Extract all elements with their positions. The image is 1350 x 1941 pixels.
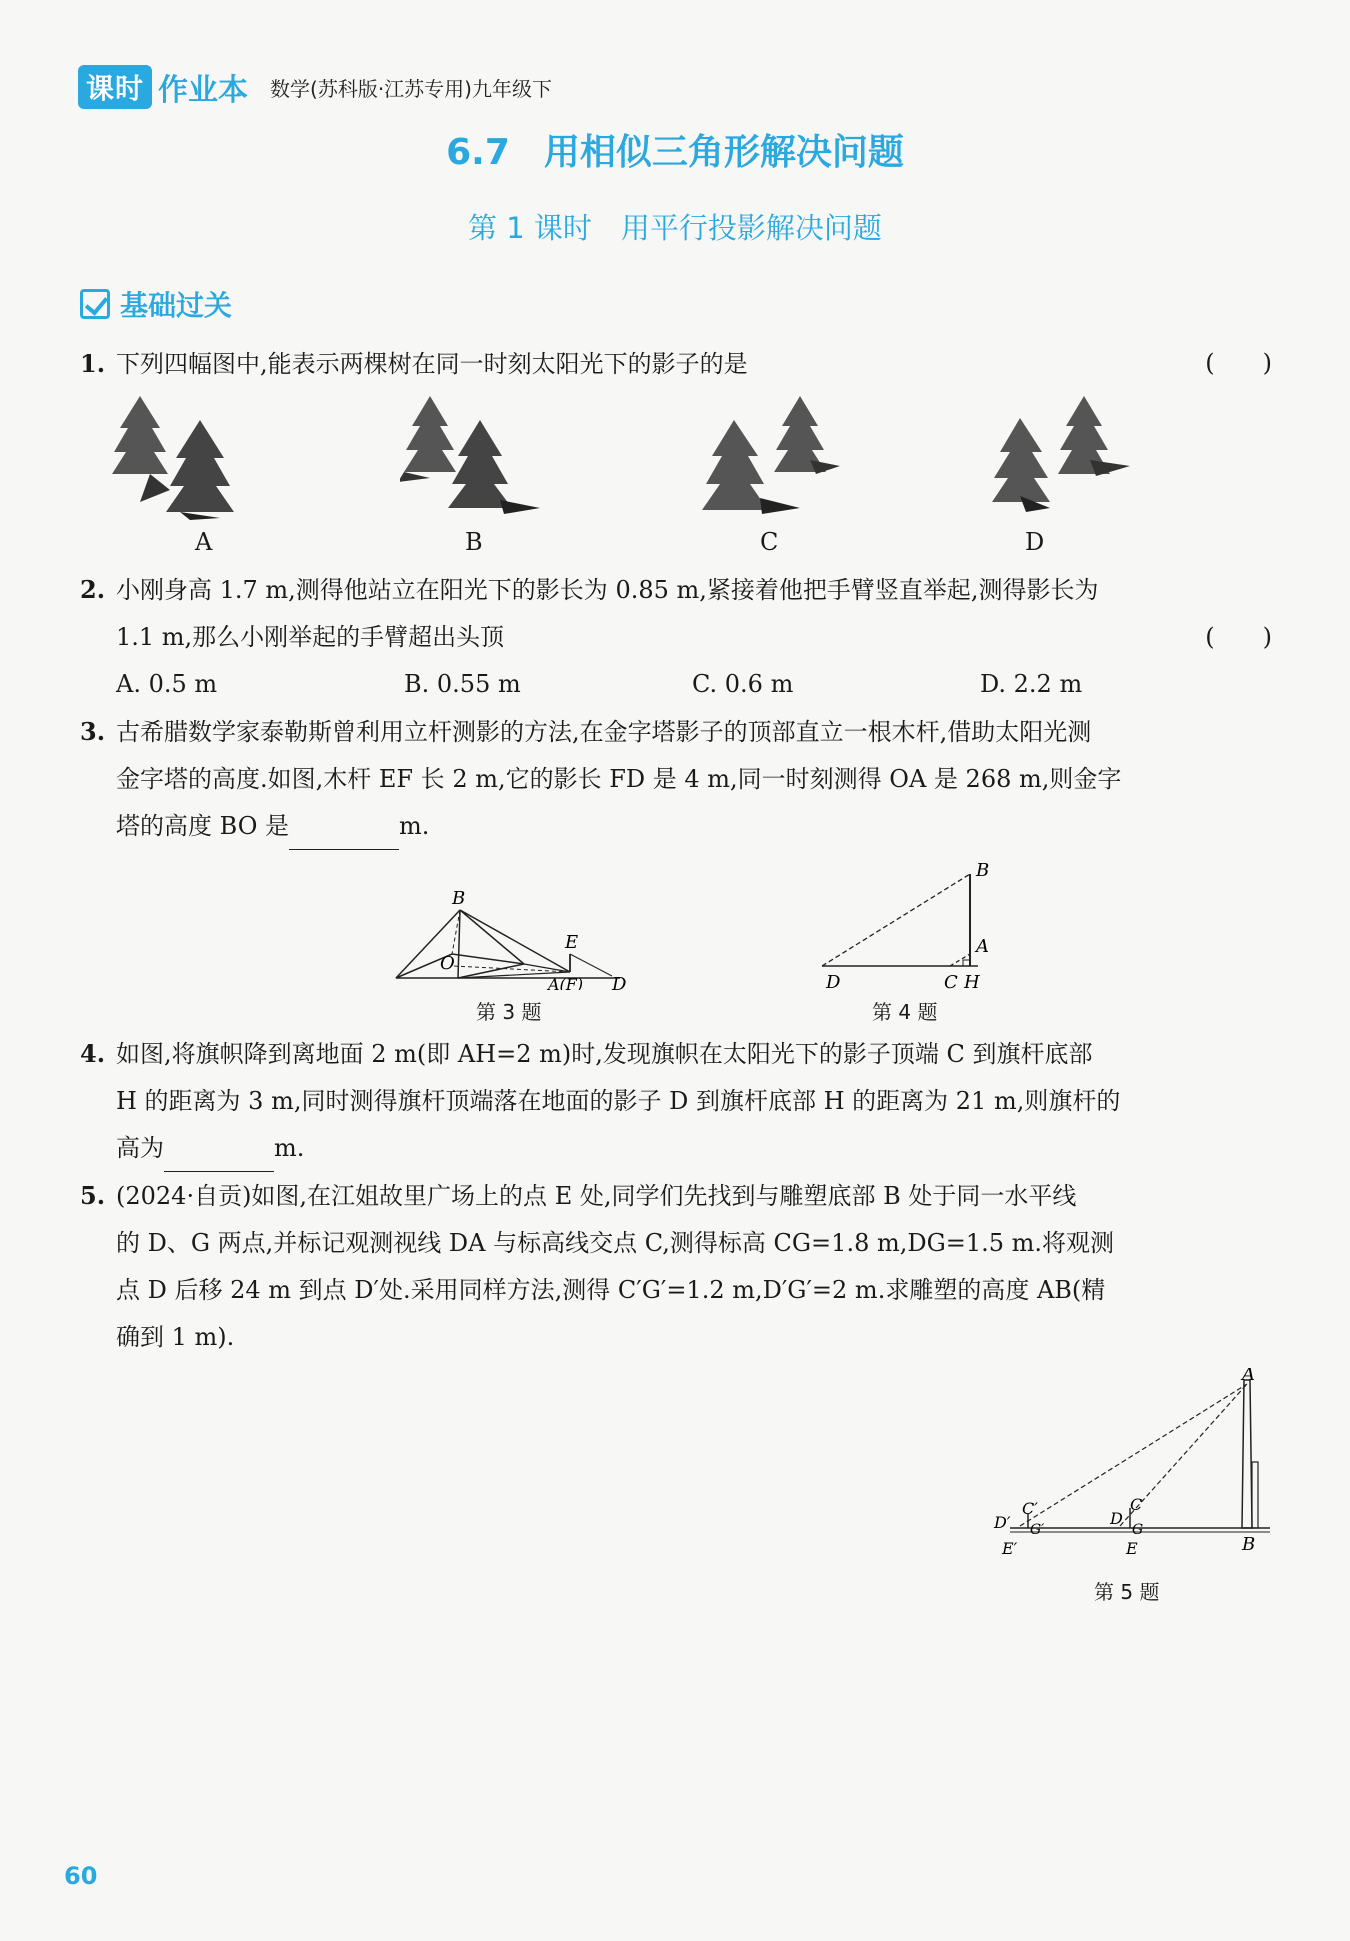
label-e: E [1126, 1539, 1138, 1558]
checkbox-icon [80, 289, 110, 319]
lesson-subtitle: 第 1 课时 用平行投影解决问题 [468, 211, 882, 245]
label-o: O [440, 953, 455, 974]
question-text: 下列四幅图中,能表示两棵树在同一时刻太阳光下的影子的是 [116, 350, 748, 378]
label-g-prime: G′ [1030, 1522, 1045, 1538]
label-b: B [1242, 1534, 1256, 1555]
label-af: A(F) [548, 975, 584, 990]
trees-icon [110, 390, 310, 520]
trees-icon [980, 390, 1180, 520]
sculpture-diagram [980, 1368, 1280, 1568]
label-c: C [1130, 1495, 1143, 1514]
question-text-line2: H 的距离为 3 m,同时测得旗杆顶端落在地面的影子 D 到旗杆底部 H 的距离为 21 m,则旗杆的 [116, 1087, 1121, 1115]
answer-blank[interactable] [289, 819, 399, 850]
flagpole-diagram [810, 856, 1010, 996]
figure-4-caption: 第 4 题 [872, 1000, 938, 1024]
option-d: D. 2.2 m [980, 670, 1083, 698]
label-e: E [565, 932, 579, 953]
logo: 课时 [78, 65, 152, 109]
question-2 [80, 566, 1272, 708]
option-a: A. 0.5 m [116, 670, 218, 698]
label-c-prime: C′ [1022, 1499, 1038, 1518]
figure-3-caption: 第 3 题 [476, 1000, 542, 1024]
lesson-title-text: 用相似三角形解决问题 [543, 132, 904, 173]
question-text-line1: 古希腊数学家泰勒斯曾利用立杆测影的方法,在金字塔影子的顶部直立一根木杆,借助太阳光测 [116, 718, 1092, 746]
tree-option-d [980, 390, 1240, 560]
page-number: 60 [64, 1862, 98, 1890]
question-text-line2: 金字塔的高度.如图,木杆 EF 长 2 m,它的影长 FD 是 4 m,同一时刻测得 OA 是 268 m,则金字 [116, 765, 1122, 793]
question-5 [80, 1172, 1272, 1361]
pyramid-diagram [390, 880, 630, 990]
label-b: B [452, 888, 466, 909]
question-text-line3: 塔的高度 BO 是 [116, 812, 290, 840]
question-number: 2. [80, 575, 106, 604]
options-row [80, 661, 1272, 708]
unit: m. [274, 1134, 305, 1162]
tree-option-c [690, 390, 950, 560]
question-number: 3. [80, 717, 106, 746]
question-number: 1. [80, 349, 106, 378]
book-header [78, 64, 552, 110]
question-text-line1: (2024·自贡)如图,在江姐故里广场上的点 E 处,同学们先找到与雕塑底部 B 处于同一水平线 [116, 1182, 1077, 1210]
label-d-prime: D′ [994, 1513, 1011, 1532]
question-number: 4. [80, 1039, 106, 1068]
option-b: B. 0.55 m [404, 670, 521, 698]
option-label: B [465, 528, 483, 556]
answer-paren: ( ) [1205, 623, 1272, 651]
answer-blank[interactable] [164, 1141, 274, 1172]
unit: m. [399, 812, 430, 840]
question-text-line2: 的 D、G 两点,并标记观测视线 DA 与标高线交点 C,测得标高 CG=1.8 m,DG=1.5 m.将观测 [116, 1229, 1115, 1257]
question-text-line2: 1.1 m,那么小刚举起的手臂超出头顶 [116, 623, 505, 651]
question-number: 5. [80, 1181, 106, 1210]
lesson-number: 6.7 [446, 132, 510, 173]
figure-3 [390, 880, 630, 994]
tree-option-a [110, 390, 370, 560]
question-text-line1: 小刚身高 1.7 m,测得他站立在阳光下的影长为 0.85 m,紧接着他把手臂竖直举起,测得影长为 [116, 576, 1099, 604]
label-a: A [1242, 1368, 1255, 1385]
section-heading [80, 284, 232, 324]
logo-text: 作业本 [158, 73, 249, 108]
question-text-line3: 高为 [116, 1134, 164, 1162]
option-label: A [195, 528, 213, 556]
answer-paren: ( ) [1205, 349, 1272, 377]
question-4 [80, 1030, 1272, 1172]
question-text-line1: 如图,将旗帜降到离地面 2 m(即 AH=2 m)时,发现旗帜在太阳光下的影子顶端 C 到旗杆底部 [116, 1040, 1093, 1068]
book-info: 数学(苏科版·江苏专用)九年级下 [270, 76, 552, 101]
trees-icon [690, 390, 890, 520]
tree-option-b [400, 390, 660, 560]
figure-4 [810, 856, 1010, 1000]
label-b: B [976, 860, 990, 881]
question-text-line4: 确到 1 m). [116, 1323, 235, 1351]
question-text-line3: 点 D 后移 24 m 到点 D′处.采用同样方法,测得 C′G′=1.2 m,D′G′=2 m.求雕塑的高度 AB(精 [116, 1276, 1106, 1304]
trees-icon [400, 390, 600, 520]
label-a: A [976, 936, 989, 957]
section-label: 基础过关 [120, 289, 233, 322]
label-c: C [944, 972, 958, 993]
option-c: C. 0.6 m [692, 670, 794, 698]
label-h: H [964, 972, 980, 993]
question-3 [80, 708, 1272, 850]
figure-5 [980, 1368, 1280, 1572]
tree-options [80, 390, 1260, 560]
label-d: D [612, 974, 627, 990]
option-label: D [1025, 528, 1045, 556]
label-d: D [826, 972, 841, 993]
label-d: D [1110, 1509, 1123, 1528]
lesson-title [0, 124, 1350, 175]
option-label: C [760, 528, 779, 556]
figure-5-caption: 第 5 题 [1094, 1580, 1160, 1604]
label-g: G [1132, 1522, 1144, 1538]
label-e-prime: E′ [1002, 1539, 1018, 1558]
question-1 [80, 340, 1272, 388]
